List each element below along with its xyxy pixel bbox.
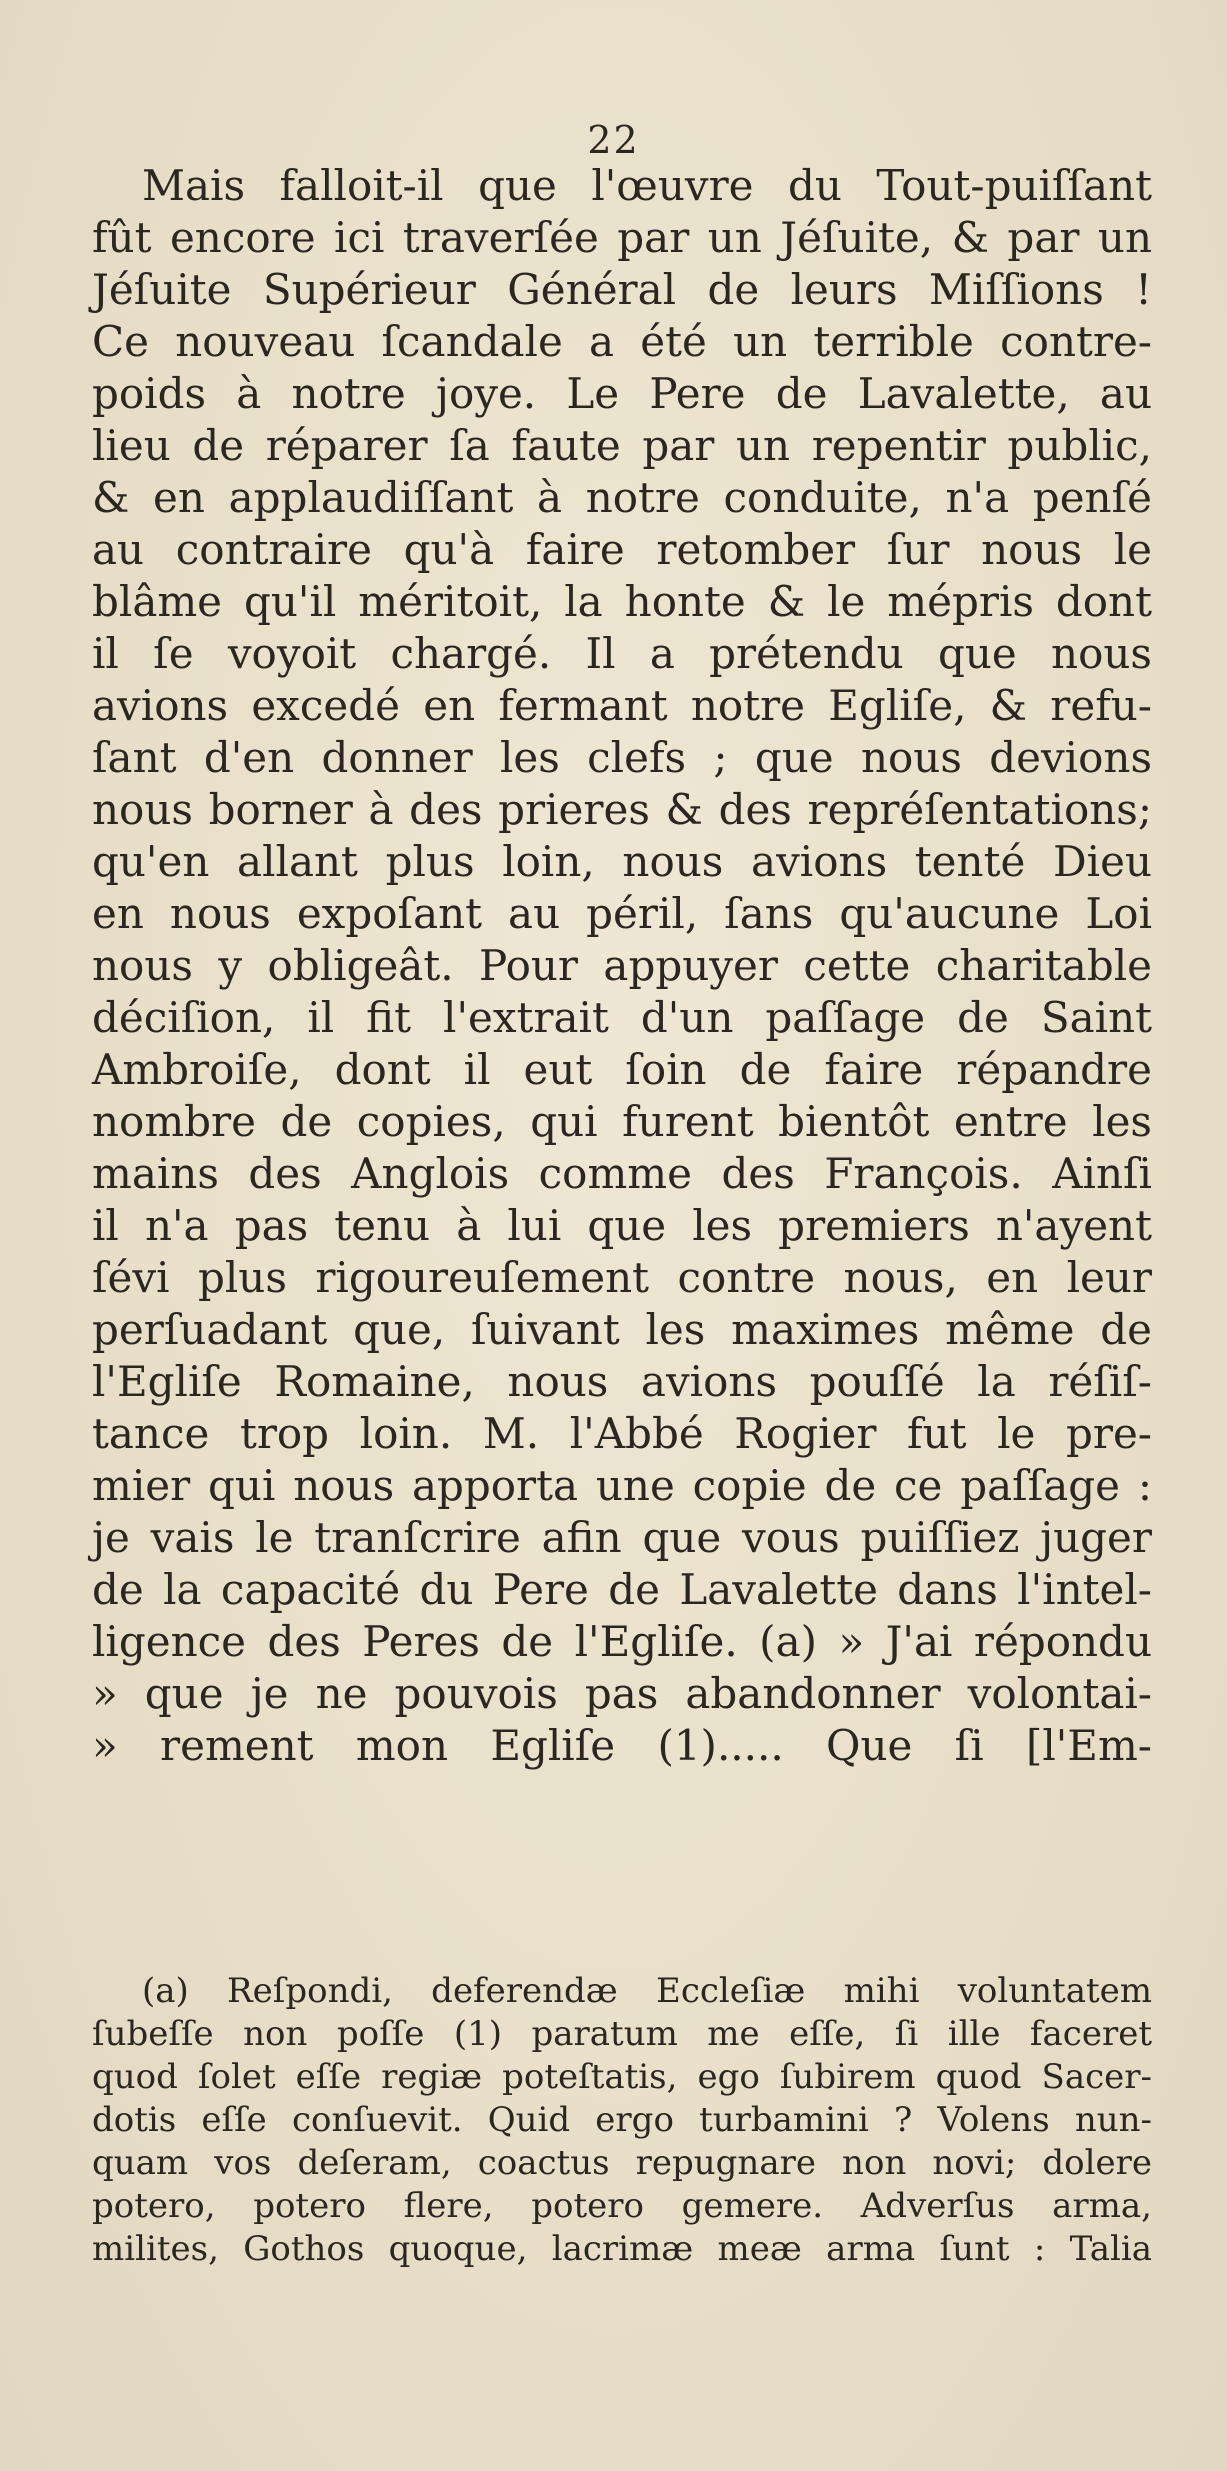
text-line: ligence des Peres de l'Egliſe. (a) » J'ai répondu [92, 1617, 1152, 1666]
text-line: » que je ne pouvois pas abandonner volontai- [92, 1669, 1152, 1718]
footnote-line: quod ſolet eſſe regiæ poteſtatis, ego ſubirem quod Sacer- [92, 2057, 1152, 2097]
text-line: il ſe voyoit chargé. Il a prétendu que nous [92, 629, 1152, 678]
main-text [92, 160, 1152, 1772]
text-line: nous y obligeât. Pour appuyer cette charitable [92, 941, 1152, 990]
text-line: ſant d'en donner les clefs ; que nous devions [92, 733, 1152, 782]
footnote-line: potero, potero flere, potero gemere. Adverſus arma, [92, 2186, 1152, 2226]
footnote-line: ſubeſſe non poſſe (1) paratum me eſſe, ſi ille faceret [92, 2014, 1152, 2054]
text-line: ſévi plus rigoureuſement contre nous, en leur [92, 1253, 1152, 1302]
text-line: au contraire qu'à faire retomber ſur nous le [92, 525, 1152, 574]
text-line: mier qui nous apporta une copie de ce paſſage : [92, 1461, 1152, 1510]
text-line: nombre de copies, qui furent bientôt entre les [92, 1097, 1152, 1146]
text-line: déciſion, il fit l'extrait d'un paſſage de Saint [92, 993, 1152, 1042]
text-line: je vais le tranſcrire afin que vous puiſſiez juger [92, 1513, 1152, 1562]
footnote-line: (a) Reſpondi, deferendæ Eccleſiæ mihi voluntatem [142, 1971, 1152, 2011]
text-line: lieu de réparer ſa faute par un repentir public, [92, 421, 1152, 470]
text-line: & en applaudiſſant à notre conduite, n'a penſé [92, 473, 1152, 522]
text-line: Ce nouveau ſcandale a été un terrible contre- [92, 317, 1152, 366]
text-line: l'Egliſe Romaine, nous avions pouſſé la réſiſ- [92, 1357, 1152, 1406]
footnote-line: dotis eſſe conſuevit. Quid ergo turbamini ? Volens nun- [92, 2100, 1152, 2140]
text-line: tance trop loin. M. l'Abbé Rogier fut le pre- [92, 1409, 1152, 1458]
text-line: poids à notre joye. Le Pere de Lavalette, au [92, 369, 1152, 418]
footnote-line: milites, Gothos quoque, lacrimæ meæ arma ſunt : Talia [92, 2229, 1152, 2269]
footnote-block [92, 1970, 1152, 2271]
footnote-line: quam vos deſeram, coactus repugnare non novi; dolere [92, 2143, 1152, 2183]
text-line: nous borner à des prieres & des repréſentations; [92, 785, 1152, 834]
text-line: Mais falloit-il que l'œuvre du Tout-puiſſant [142, 161, 1152, 210]
text-line: qu'en allant plus loin, nous avions tenté Dieu [92, 837, 1152, 886]
text-line: fût encore ici traverſée par un Jéſuite, & par un [92, 213, 1152, 262]
text-line: » rement mon Egliſe (1)..... Que ſi [l'Em- [92, 1721, 1152, 1770]
text-line: en nous expoſant au péril, ſans qu'aucune Loi [92, 889, 1152, 938]
text-line: perſuadant que, ſuivant les maximes même de [92, 1305, 1152, 1354]
text-line: Jéſuite Supérieur Général de leurs Miſſions ! [92, 265, 1152, 314]
text-line: blâme qu'il méritoit, la honte & le mépris dont [92, 577, 1152, 626]
text-line: il n'a pas tenu à lui que les premiers n'ayent [92, 1201, 1152, 1250]
page-number: 22 [587, 118, 640, 162]
text-line: de la capacité du Pere de Lavalette dans l'intel- [92, 1565, 1152, 1614]
text-line: Ambroiſe, dont il eut ſoin de faire répandre [92, 1045, 1152, 1094]
text-line: avions excedé en fermant notre Egliſe, & refu- [92, 681, 1152, 730]
text-line: mains des Anglois comme des François. Ainſi [92, 1149, 1152, 1198]
